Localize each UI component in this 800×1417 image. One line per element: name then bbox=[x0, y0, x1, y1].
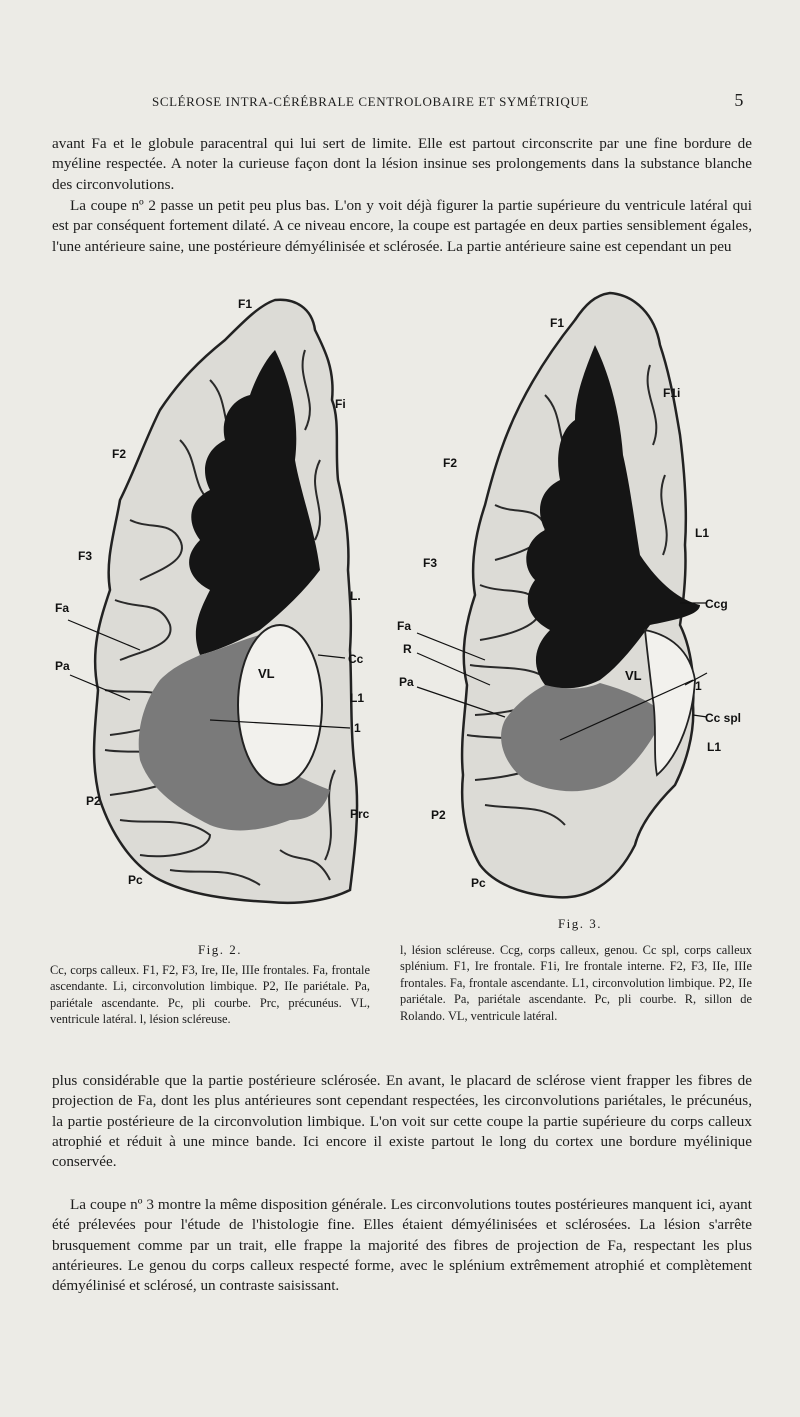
fig2-label-pc: Pc bbox=[128, 873, 143, 887]
fig2-label-fa: Fa bbox=[55, 601, 70, 615]
fig3-label-pc: Pc bbox=[471, 876, 486, 890]
fig3-label-ccspl: Cc spl bbox=[705, 711, 742, 725]
fig3-label-f3: F3 bbox=[423, 556, 438, 570]
fig3-label-f2: F2 bbox=[443, 456, 458, 470]
figure-2-number: Fig. 2. bbox=[197, 942, 243, 957]
fig3-label-f1: F1 bbox=[550, 316, 565, 330]
fig2-label-l: L. bbox=[350, 589, 361, 603]
paragraph-4: La coupe nº 3 montre la même disposition générale. Les circonvolutions toutes postérieures manquent ici, ayant été prélevées pour l'étude de l'histologie fine. Elles étaient démyélinisées et sclérosées. La lésion s'arrête brusquement comme par un trait, elle frappe la majorité des fibres de projection de Fa, respectant les plus antérieures. Le genou du corps calleux respecté forme, avec le splénium extrêmement atrophié et complètement démyélinisé et sclérosé, un contraste saisissant. bbox=[52, 1196, 752, 1295]
fig3-label-p2: P2 bbox=[431, 808, 446, 822]
running-title: SCLÉROSE INTRA-CÉRÉBRALE CENTROLOBAIRE ET SYMÉTRIQUE bbox=[152, 94, 589, 109]
fig3-label-lesion: 1 bbox=[695, 679, 702, 693]
fig3-label-l1-bottom: L1 bbox=[707, 740, 722, 754]
fig2-label-lesion: 1 bbox=[354, 721, 361, 735]
fig2-label-vl: VL bbox=[258, 666, 275, 681]
paragraph-1: avant Fa et le globule paracentral qui lui sert de limite. Elle est partout circonscrite par une fine bordure de myéline respectée. A noter la curieuse façon dont la lésion insinue ses prolongements dans la substance blanche des circonvolutions. bbox=[52, 135, 752, 193]
fig3-label-r: R bbox=[403, 642, 412, 656]
fig3-label-vl: VL bbox=[625, 668, 642, 683]
fig2-label-prc: Prc bbox=[350, 807, 370, 821]
paragraph-2: La coupe nº 2 passe un petit peu plus bas. L'on y voit déjà figurer la partie supérieure du ventricule latéral qui est par conséquent fortement dilaté. A ce niveau encore, la coupe est partagée en deux parties sensiblement égales, l'une antérieure saine, une postérieure démyélinisée et sclérosée. La partie antérieure saine est cependant un peu bbox=[52, 197, 752, 255]
figure-3-illustration bbox=[395, 285, 765, 925]
fig3-label-l1-top: L1 bbox=[695, 526, 710, 540]
fig3-label-fa: Fa bbox=[397, 619, 412, 633]
fig2-label-pa: Pa bbox=[55, 659, 70, 673]
fig2-label-f2: F2 bbox=[112, 447, 127, 461]
fig3-label-ccg: Ccg bbox=[705, 597, 728, 611]
figure-2-brain-section bbox=[50, 290, 390, 930]
figure-3-brain-section bbox=[395, 285, 765, 925]
page-number: 5 bbox=[734, 90, 744, 110]
paragraph-3: plus considérable que la partie postérieure sclérosée. En avant, le placard de sclérose vient frapper les fibres de projection de Fa, dont les plus antérieures sont cependant respectées, les circonvolutions pariétales, le précunéus, la partie postérieure de la circonvolution limbique. L'on voit sur cette coupe la partie supérieure du corps calleux atrophié et réduit à une mince bande. Ici encore il existe partout le long du cortex une bordure myélinique conservée. bbox=[52, 1072, 752, 1171]
fig3-label-pa: Pa bbox=[399, 675, 414, 689]
fig2-label-f1: F1 bbox=[238, 297, 253, 311]
figure-3-number: Fig. 3. bbox=[557, 916, 603, 931]
running-head bbox=[52, 92, 752, 112]
fig2-label-p2: P2 bbox=[86, 794, 101, 808]
fig2-lateral-ventricle bbox=[238, 625, 322, 785]
fig2-label-f3: F3 bbox=[78, 549, 93, 563]
fig3-label-f1i: F1i bbox=[663, 386, 681, 400]
figure-2-caption: Cc, corps calleux. F1, F2, F3, Ire, IIe, IIIe frontales. Fa, frontale ascendante. Li, circonvolution limbique. P2, IIe pariétale. Pa, pariétale ascendante. Pc, pli courbe. Prc, précunéus. VL, ventricule latéral. l, lésion scléreuse. bbox=[50, 963, 370, 1027]
fig2-label-l1: L1 bbox=[350, 691, 365, 705]
fig2-label-cc: Cc bbox=[348, 652, 364, 666]
fig2-label-fi: Fi bbox=[335, 397, 346, 411]
figure-2-illustration bbox=[50, 290, 390, 930]
figure-3-caption: l, lésion scléreuse. Ccg, corps calleux, genou. Cc spl, corps calleux splénium. F1, Ire frontale. F1i, Ire frontale interne. F2, F3, IIe, IIIe frontales. Fa, frontale ascendante. L1, circonvolution limbique. P2, IIe pariétale. Pa, pariétale ascendante. Pc, pli courbe. R, sillon de Rolando. VL, ventricule latéral. bbox=[400, 943, 752, 1023]
